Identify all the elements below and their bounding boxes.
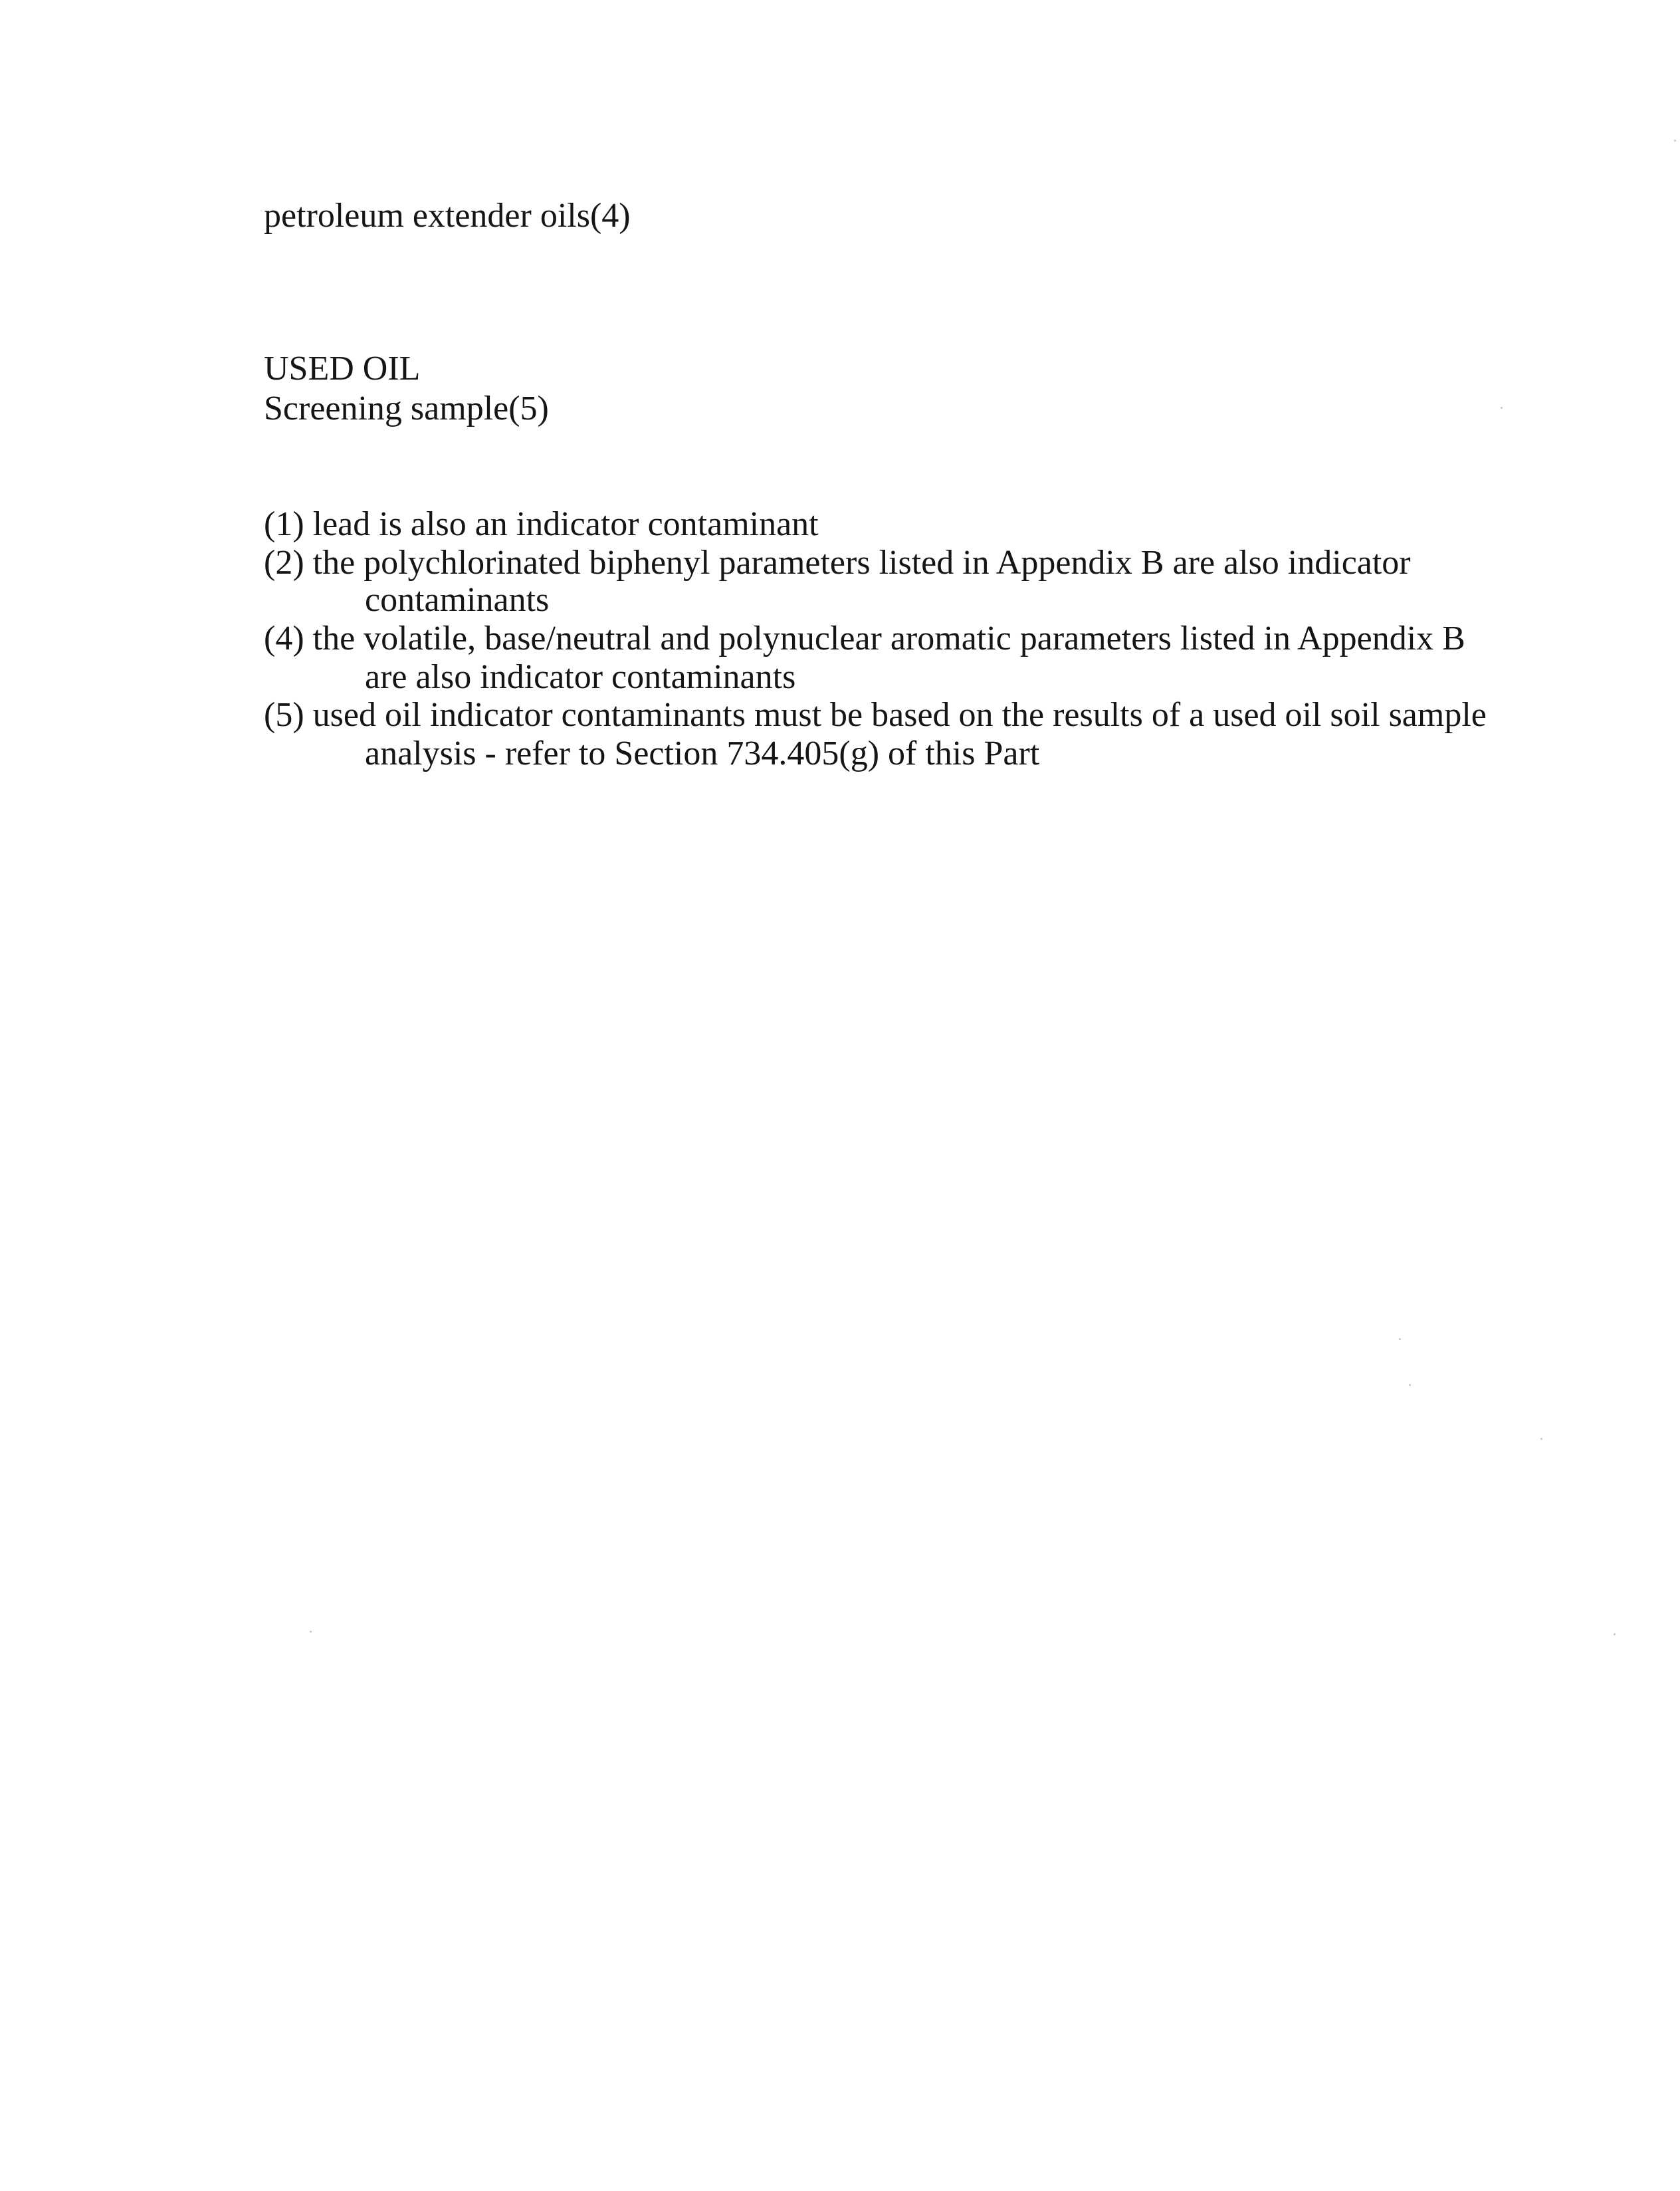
scan-speck [1399, 1338, 1401, 1340]
footnote-4-line-2: are also indicator contaminants [365, 658, 796, 696]
screening-sample-item: Screening sample(5) [264, 390, 549, 427]
scan-speck [1409, 1384, 1411, 1386]
scan-speck [1614, 1633, 1616, 1635]
scan-speck [1674, 140, 1676, 142]
footnote-5-line-1: (5) used oil indicator contaminants must be based on the results of a used oil soil sample [264, 696, 1487, 734]
scan-speck [1501, 407, 1503, 409]
footnote-1: (1) lead is also an indicator contaminant [264, 505, 819, 543]
scan-speck [1540, 1438, 1542, 1440]
petroleum-extender-oils-item: petroleum extender oils(4) [264, 197, 631, 235]
footnote-4-line-1: (4) the volatile, base/neutral and polynuclear aromatic parameters listed in Appendix B [264, 620, 1465, 657]
footnote-5-line-2: analysis - refer to Section 734.405(g) of this Part [365, 735, 1040, 772]
footnote-2-line-2: contaminants [365, 581, 550, 619]
used-oil-heading: USED OIL [264, 350, 421, 388]
scan-speck [310, 1631, 312, 1633]
footnote-2-line-1: (2) the polychlorinated biphenyl parameters listed in Appendix B are also indicator [264, 544, 1411, 582]
